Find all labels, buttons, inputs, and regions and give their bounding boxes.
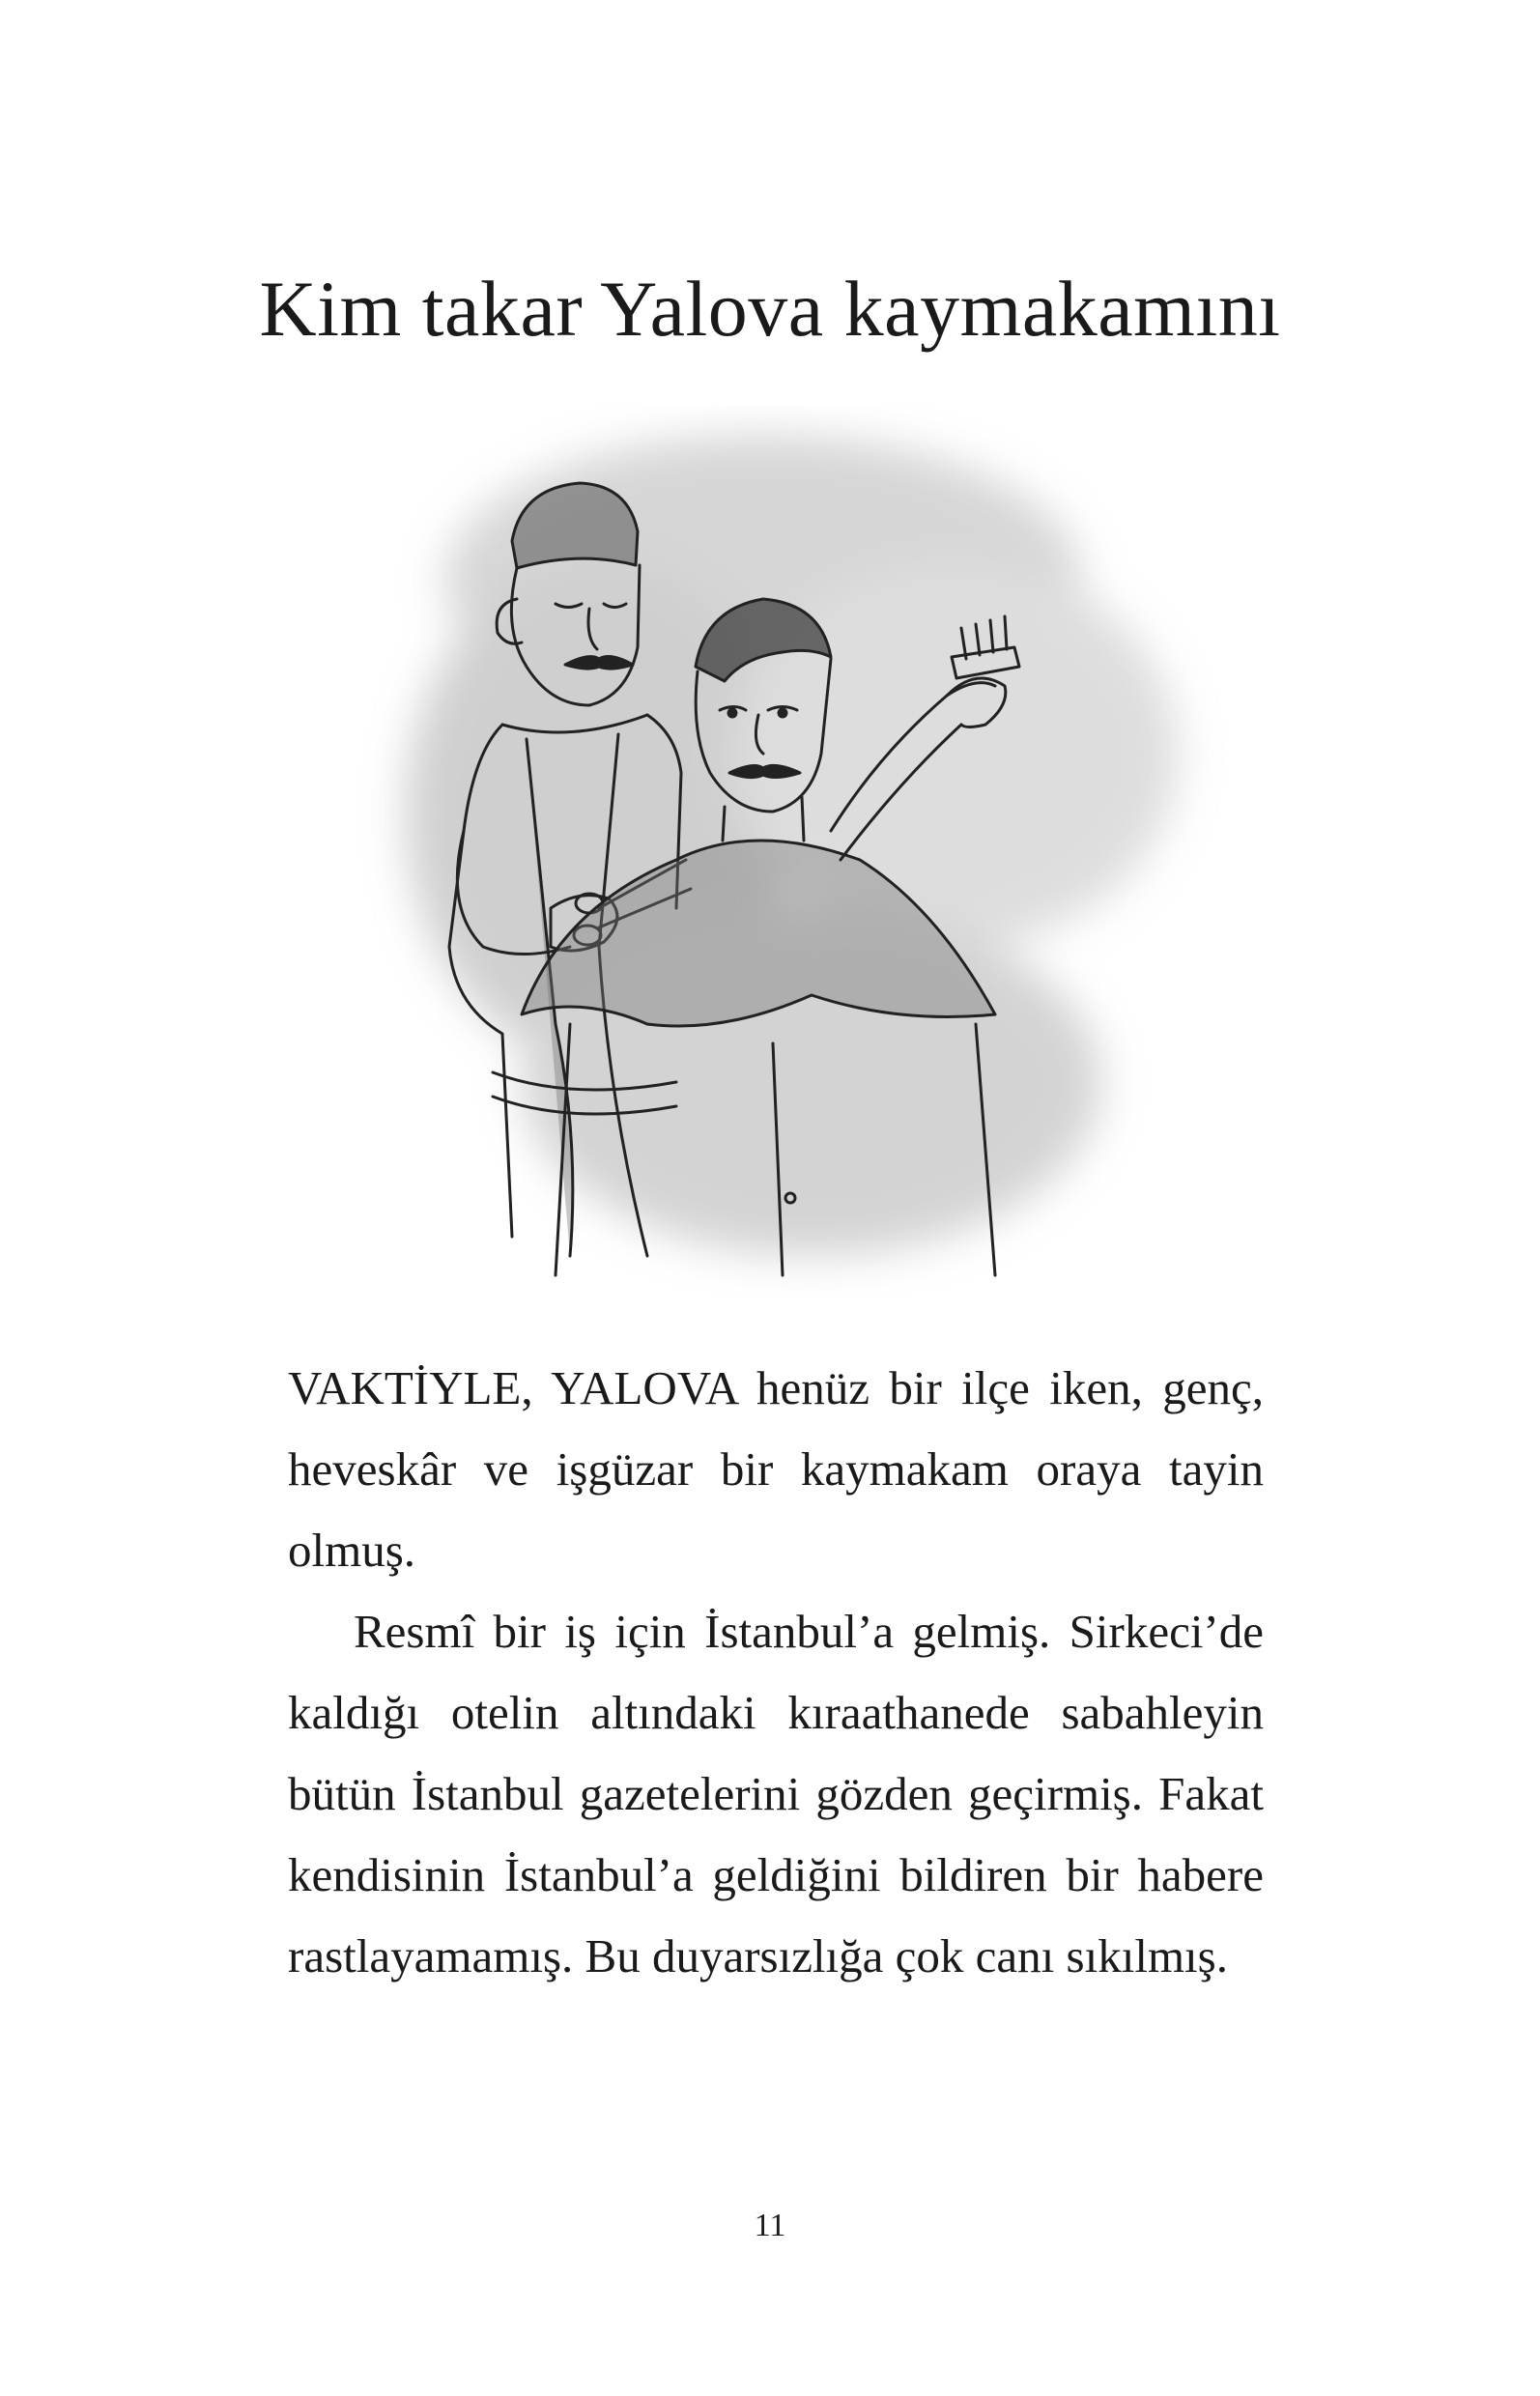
page-number: 11 [754, 2208, 786, 2243]
paragraph-2: Resmî bir iş için İstanbul’a gelmiş. Sirkeci’de kaldığı otelin altındaki kıraathanede sabahleyin bütün İstanbul gazetelerini gözden geçirmiş. Fakat kendisinin İstanbul’a geldiğini bildiren bir habere rastlayamamış. Bu duyarsızlığa çok canı sıkılmış. [288, 1605, 1264, 1982]
barber-illustration [357, 406, 1246, 1295]
page-title: Kim takar Yalova kaymakamını [259, 265, 1281, 353]
paragraph-1: VAKTİYLE, YALOVA henüz bir ilçe iken, genç, heveskâr ve işgüzar bir kaymakam oraya tayin olmuş. [288, 1361, 1264, 1577]
body-text [288, 1348, 1264, 1997]
